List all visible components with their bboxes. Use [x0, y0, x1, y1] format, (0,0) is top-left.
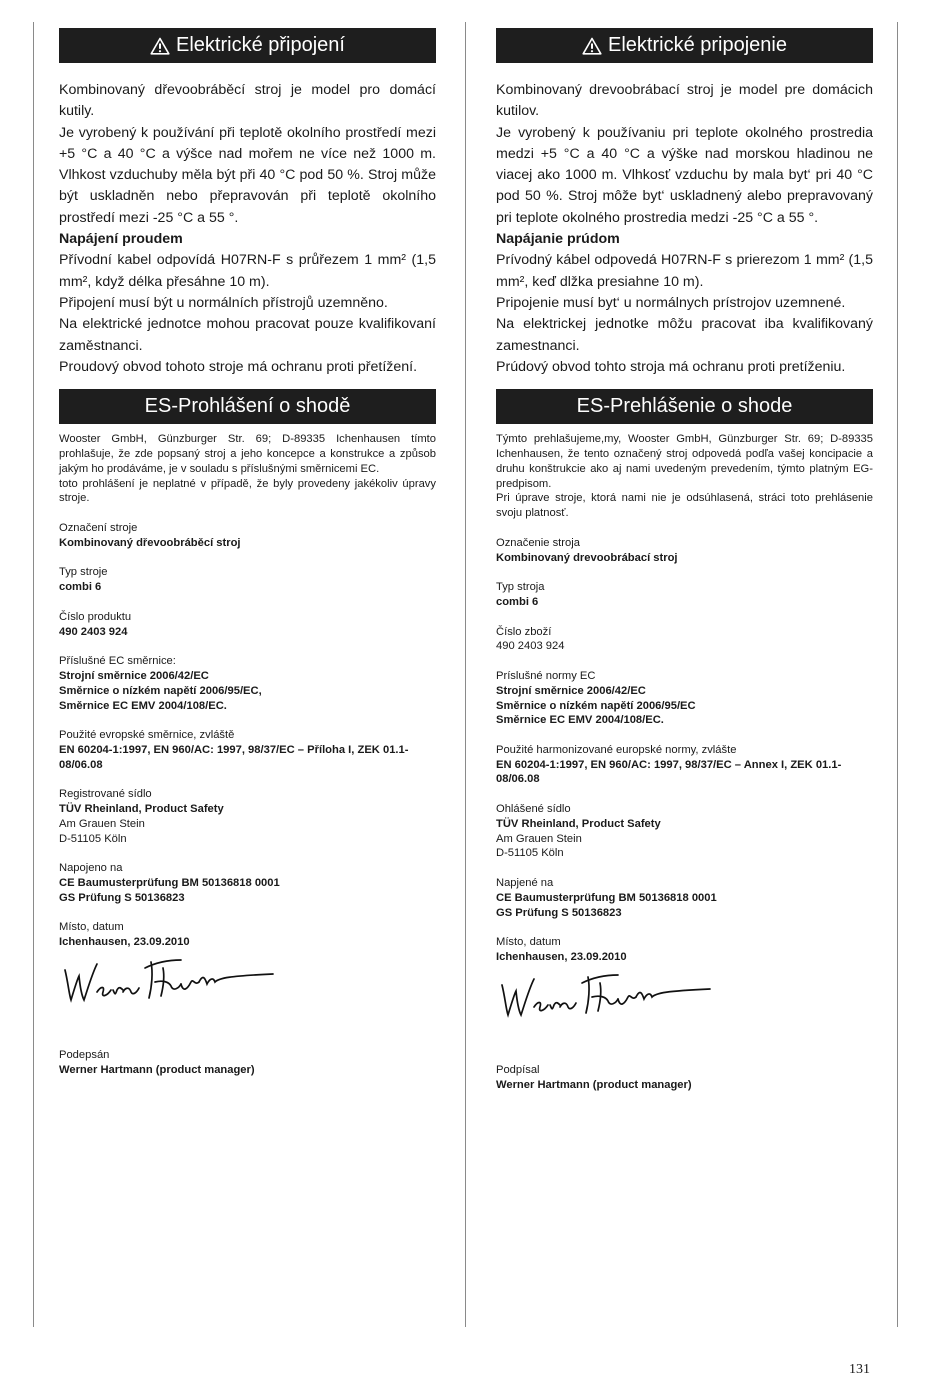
- field-value: GS Prüfung S 50136823: [496, 906, 622, 919]
- paragraph: Proudový obvod tohoto stroje má ochranu proti přetížení.: [59, 358, 418, 375]
- field-value: Směrnice EC EMV 2004/108/EC.: [59, 699, 227, 712]
- warning-triangle-icon: [582, 37, 602, 55]
- declaration-field: [59, 920, 436, 950]
- column-rule-left: [33, 22, 34, 1327]
- warning-triangle-icon: [150, 37, 170, 55]
- field-value: Am Grauen Stein: [59, 817, 145, 830]
- field-value: combi 6: [496, 595, 539, 608]
- field-value: D-51105 Köln: [496, 847, 564, 860]
- intro-text: [59, 80, 436, 229]
- declaration-field: [496, 536, 873, 566]
- field-value: Směrnice EC EMV 2004/108/EC.: [496, 714, 664, 727]
- field-value: Směrnice o nízkém napětí 2006/95/EC,: [59, 684, 262, 697]
- field-label: Podpísal: [496, 1063, 540, 1076]
- field-value: EN 60204-1:1997, EN 960/AC: 1997, 98/37/EC – Annex I, ZEK 01.1-08/06.08: [496, 758, 842, 786]
- declaration-field: [59, 610, 436, 640]
- signature-image: [496, 967, 726, 1027]
- field-label: Číslo produktu: [59, 610, 132, 623]
- section-bar-electrical: [59, 28, 436, 63]
- signed-by: [496, 1063, 873, 1093]
- field-value: CE Baumusterprüfung BM 50136818 0001: [59, 877, 280, 890]
- field-label: Napjené na: [496, 877, 554, 890]
- page-number: 131: [849, 1362, 870, 1377]
- paragraph: Je vyrobený k používaniu pri teplote okolného prostredia medzi +5 °C a 40 °C a výške nad morskou hladinou ne viacej ako 1000 m. Vlhkosť vzduchu by mala byt‘ pri 40 °C pod 50 %. Stroj môže byt‘ uskladnený alebo prepravovaný pri teplote okolného prostredia medzi -25 °C a 55 °.: [496, 124, 873, 226]
- declaration-body: [496, 432, 873, 1092]
- signed-by: [59, 1048, 436, 1078]
- field-label: Označenie stroja: [496, 536, 580, 549]
- field-label: Použité harmonizované europské normy, zvlášte: [496, 743, 737, 756]
- field-label: Registrované sídlo: [59, 788, 152, 801]
- paragraph: Kombinovaný drevoobrábací stroj je model pre domácich kutilov.: [496, 82, 873, 120]
- field-label: Číslo zboží: [496, 625, 552, 638]
- declaration-field: [496, 743, 873, 787]
- signature-image: [59, 952, 289, 1012]
- subsection-heading: Napájení proudem: [59, 231, 183, 248]
- field-value: GS Prüfung S 50136823: [59, 891, 185, 904]
- field-value: Ichenhausen, 23.09.2010: [496, 951, 627, 964]
- subsection-heading: Napájanie prúdom: [496, 231, 620, 248]
- field-label: Príslušné normy EC: [496, 669, 596, 682]
- intro-text: [496, 80, 873, 229]
- declaration-field: [59, 787, 436, 846]
- field-value: Strojní směrnice 2006/42/EC: [59, 669, 209, 682]
- section-title: ES-Prohlášení o shodě: [144, 395, 351, 418]
- paragraph: Kombinovaný dřevoobráběcí stroj je model pro domácí kutily.: [59, 82, 436, 120]
- field-value: 490 2403 924: [59, 625, 128, 638]
- field-label: Typ stroje: [59, 566, 108, 579]
- signature: [496, 967, 873, 1049]
- paragraph: Na elektrické jednotce mohou pracovat pouze kvalifikovaní zaměstnanci.: [59, 316, 436, 354]
- field-value: Strojní směrnice 2006/42/EC: [496, 684, 646, 697]
- field-value: Am Grauen Stein: [496, 832, 582, 845]
- paragraph: Prívodný kábel odpovedá H07RN-F s prierezom 1 mm² (1,5 mm², keď dlžka presiahne 10 m).: [496, 252, 873, 290]
- declaration-field: [59, 654, 436, 713]
- field-label: Místo, datum: [496, 936, 561, 949]
- declaration-field: [496, 876, 873, 920]
- field-label: Označení stroje: [59, 521, 138, 534]
- field-label: Místo, datum: [59, 921, 124, 934]
- paragraph: Připojení musí být u normálních přístrojů uzemněno.: [59, 294, 388, 311]
- section-title: Elektrické připojení: [176, 34, 345, 56]
- paragraph: Je vyrobený k používání při teplotě okolního prostředí mezi +5 °C a 40 °C a výšce nad mořem ne více než 1000 m. Vlhkost vzduchuby měla být při 40 °C pod 50 %. Stroj může být uskladněn nebo přepravován při teplotě okolního prostředí mezi -25 °C a 55 °.: [59, 124, 436, 226]
- field-value: 490 2403 924: [496, 640, 565, 653]
- declaration-field: [496, 669, 873, 728]
- declaration-field: [59, 521, 436, 551]
- declaration-paragraph: Týmto prehlašujeme,my, Wooster GmbH, Günzburger Str. 69; D-89335 Ichenhausen, že tento označený stroj odpovedá podľa vašej koncipacie a druhu konštrukcie ako aj nami uvedeným prevedením, týmto platným EG-predpisom.: [496, 433, 873, 490]
- field-value: TÜV Rheinland, Product Safety: [496, 817, 661, 830]
- column-czech: [59, 28, 436, 1078]
- column-rule-right: [897, 22, 898, 1327]
- declaration-paragraph: Pri úprave stroje, ktorá nami nie je odsúhlasená, stráci toto prehlásenie svoju platnosť.: [496, 492, 873, 520]
- field-value: TÜV Rheinland, Product Safety: [59, 803, 224, 816]
- paragraph: Pripojenie musí byt‘ u normálnych prístrojov uzemnené.: [496, 294, 846, 311]
- column-rule-middle: [465, 22, 466, 1327]
- declaration-field: [496, 625, 873, 655]
- declaration-body: [59, 432, 436, 1077]
- field-value: Směrnice o nízkém napětí 2006/95/EC: [496, 699, 696, 712]
- section-title: Elektrické pripojenie: [608, 34, 787, 56]
- declaration-field: [496, 802, 873, 861]
- declaration-paragraph: Wooster GmbH, Günzburger Str. 69; D-89335 Ichenhausen tímto prohlašuje, že zde popsaný stroj a jeho koncepce a konstrukce a způsob jakým ho prodáváme, je v souladu s příslušnými směrnicemi EC.: [59, 433, 436, 475]
- paragraph: Prúdový obvod tohto stroja má ochranu proti pretíženiu.: [496, 358, 846, 375]
- power-section: [496, 229, 873, 378]
- declaration-paragraph: toto prohlášení je neplatné v případě, že byly provedeny jakékoliv úpravy stroje.: [59, 477, 436, 505]
- column-slovak: [496, 28, 873, 1092]
- declaration-field: [59, 861, 436, 905]
- paragraph: Přívodní kabel odpovídá H07RN-F s průřezem 1 mm² (1,5 mm², když délka přesáhne 10 m).: [59, 252, 436, 290]
- field-label: Ohlášené sídlo: [496, 803, 571, 816]
- field-value: Kombinovaný dřevoobráběcí stroj: [59, 536, 241, 549]
- signer-name: Werner Hartmann (product manager): [59, 1063, 255, 1076]
- field-value: EN 60204-1:1997, EN 960/AC: 1997, 98/37/EC – Příloha I, ZEK 01.1-08/06.08: [59, 743, 409, 771]
- power-section: [59, 229, 436, 378]
- signer-name: Werner Hartmann (product manager): [496, 1078, 692, 1091]
- declaration-field: [496, 580, 873, 610]
- declaration-field: [496, 935, 873, 965]
- field-value: D-51105 Köln: [59, 832, 127, 845]
- section-bar-electrical: [496, 28, 873, 63]
- signature: [59, 952, 436, 1034]
- field-value: combi 6: [59, 581, 102, 594]
- field-value: CE Baumusterprüfung BM 50136818 0001: [496, 891, 717, 904]
- declaration-field: [59, 728, 436, 772]
- section-title: ES-Prehlášenie o shode: [576, 395, 793, 418]
- section-bar-declaration: [496, 389, 873, 424]
- section-bar-declaration: [59, 389, 436, 424]
- field-label: Podepsán: [59, 1049, 110, 1062]
- field-label: Příslušné EC směrnice:: [59, 655, 176, 668]
- field-label: Napojeno na: [59, 862, 123, 875]
- field-value: Kombinovaný drevoobrábací stroj: [496, 551, 678, 564]
- field-value: Ichenhausen, 23.09.2010: [59, 936, 190, 949]
- field-label: Použité evropské směrnice, zvláště: [59, 729, 235, 742]
- field-label: Typ stroja: [496, 581, 545, 594]
- paragraph: Na elektrickej jednotke môžu pracovat iba kvalifikovaný zamestnanci.: [496, 316, 873, 354]
- declaration-field: [59, 565, 436, 595]
